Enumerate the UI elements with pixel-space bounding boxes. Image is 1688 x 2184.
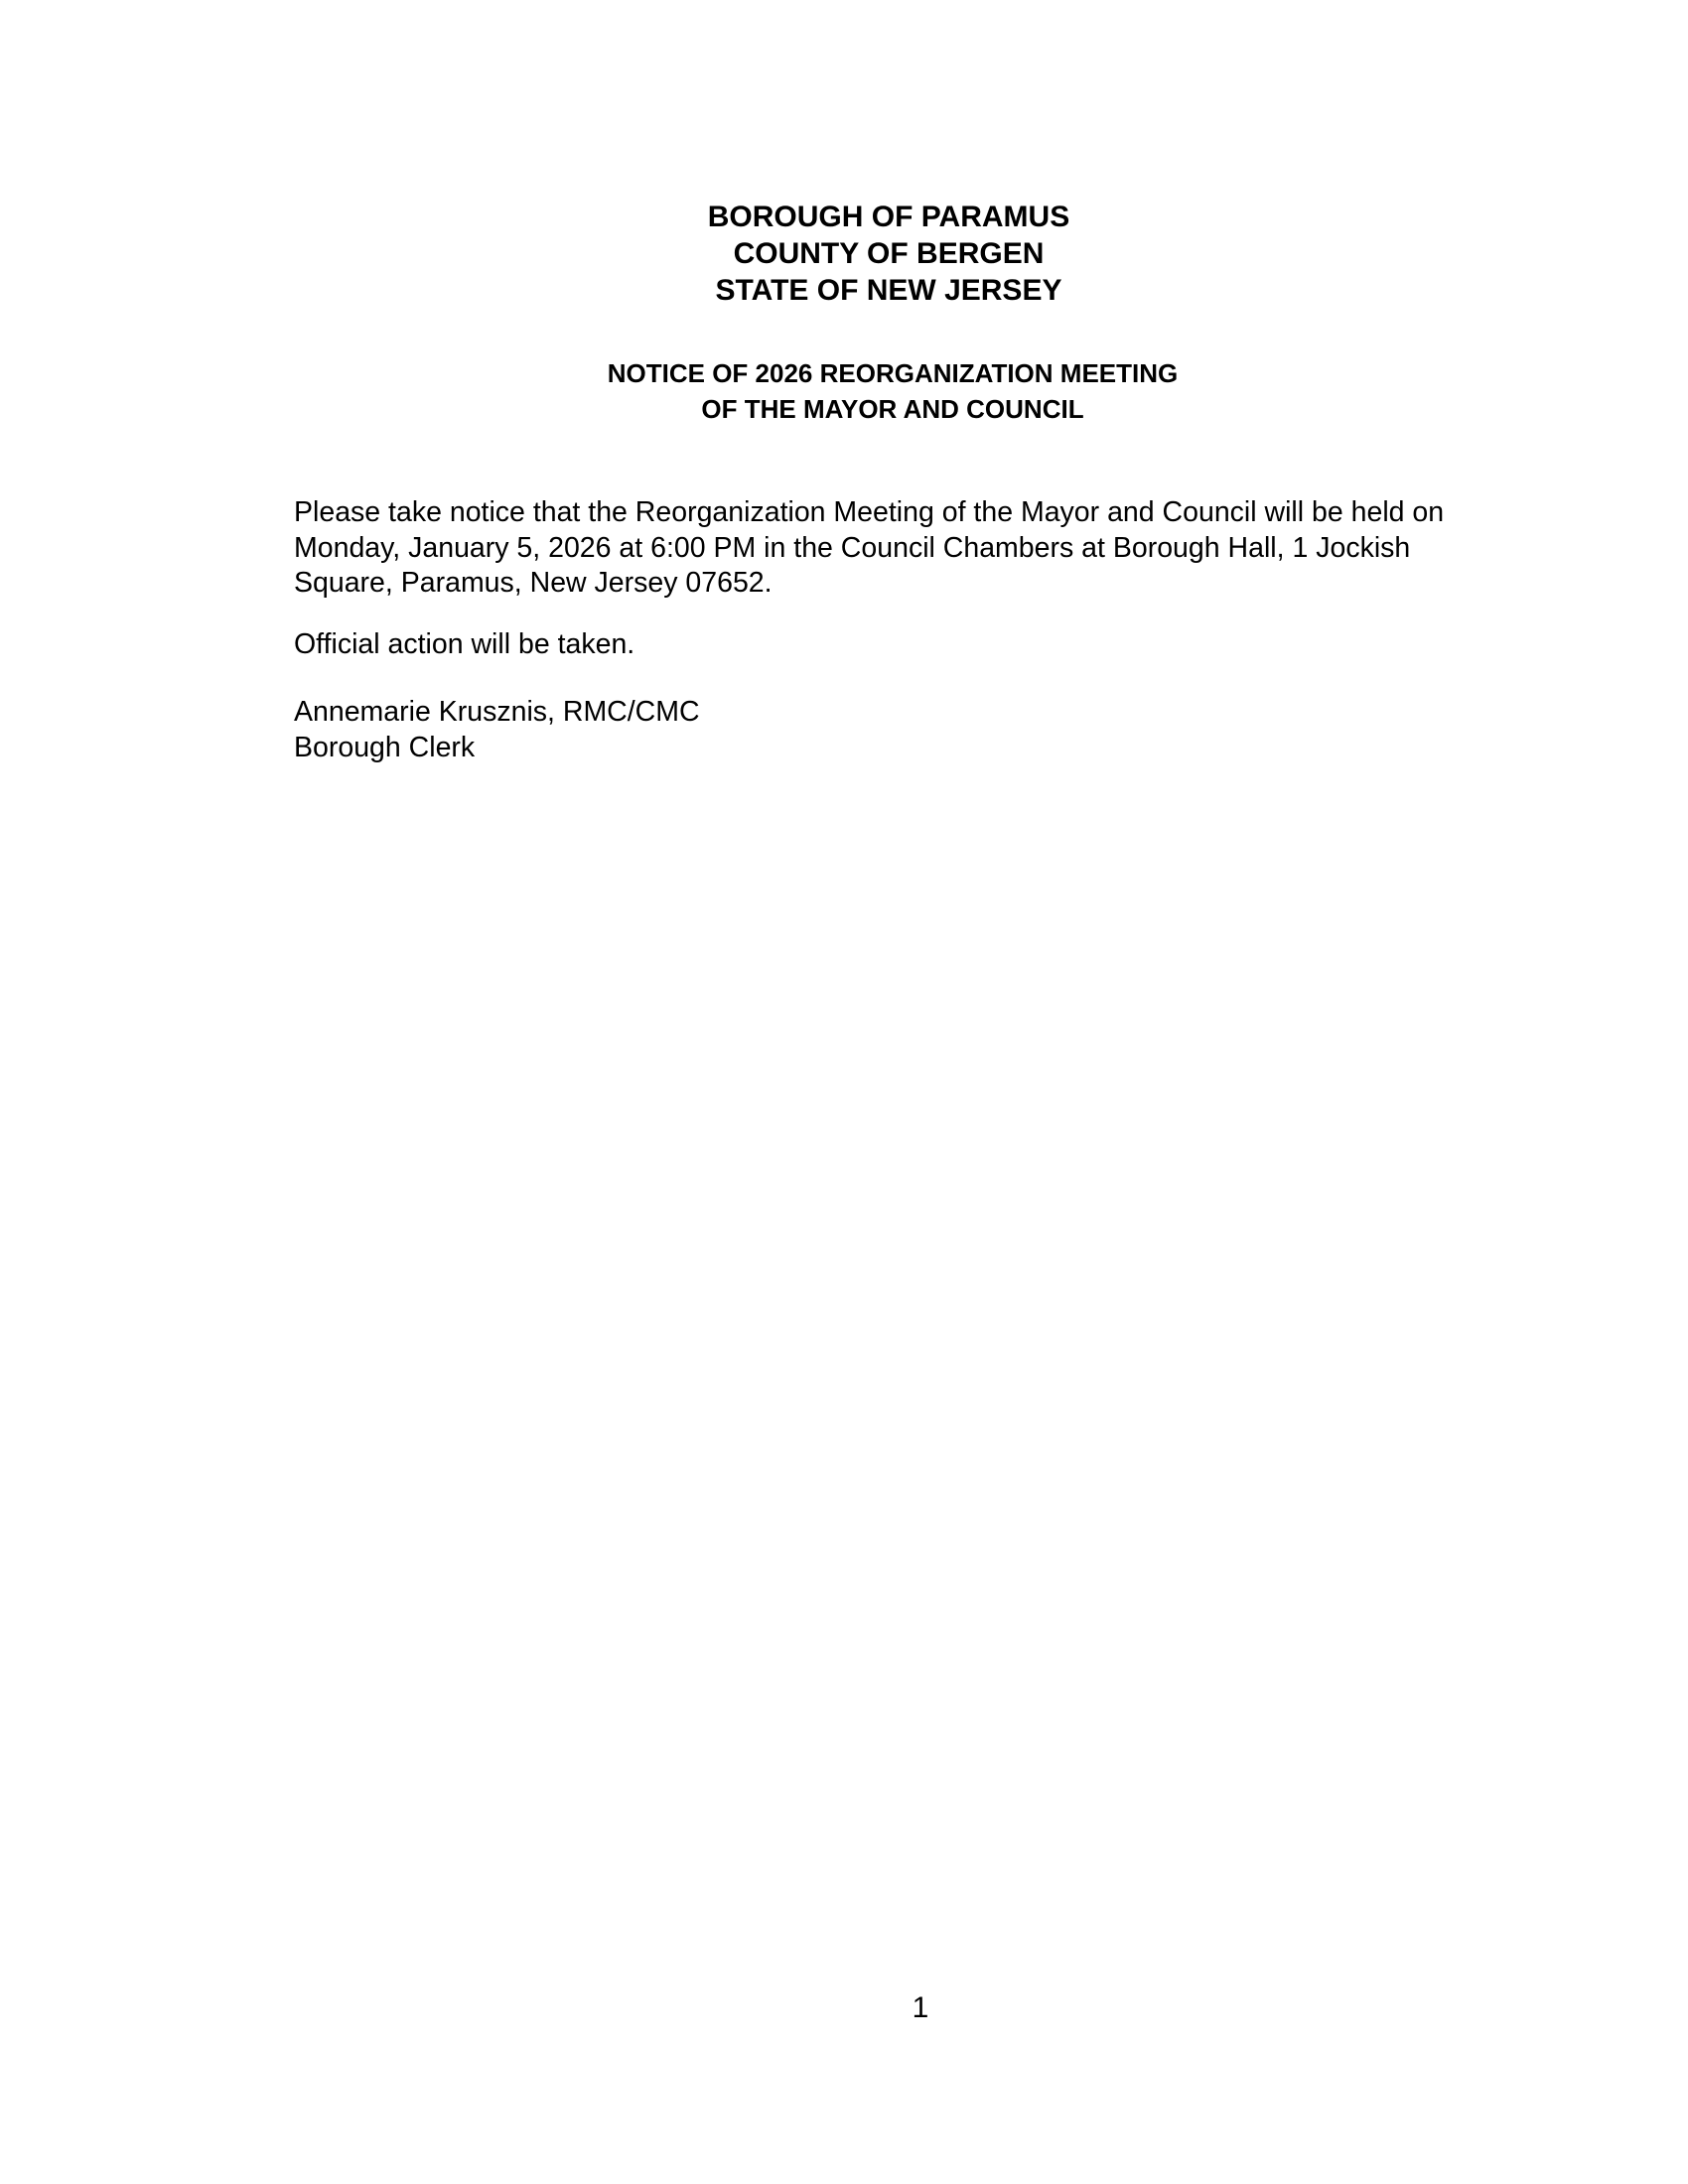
notice-paragraph-line-1: Please take notice that the Reorganization Meeting of the Mayor and Council will be held on [294,496,1445,528]
page-number: 1 [912,1991,929,2024]
notice-title-line-2: OF THE MAYOR AND COUNCIL [701,394,1084,424]
signatory-name: Annemarie Krusznis, RMC/CMC [294,696,700,728]
header-line-borough: BOROUGH OF PARAMUS [707,201,1070,233]
notice-title-line-1: NOTICE OF 2026 REORGANIZATION MEETING [607,358,1179,388]
header-line-state: STATE OF NEW JERSEY [715,274,1062,307]
signatory-title: Borough Clerk [294,731,476,763]
signature-block [294,695,1505,765]
header-line-county: COUNTY OF BERGEN [733,237,1045,270]
notice-title [0,355,1688,427]
official-action-statement [294,627,1505,663]
municipality-header [0,199,1688,309]
notice-paragraph [294,495,1505,602]
notice-paragraph-line-3: Square, Paramus, New Jersey 07652. [294,567,773,599]
notice-paragraph-line-2: Monday, January 5, 2026 at 6:00 PM in the Council Chambers at Borough Hall, 1 Jockish [294,531,1411,564]
official-action-text: Official action will be taken. [294,628,635,660]
